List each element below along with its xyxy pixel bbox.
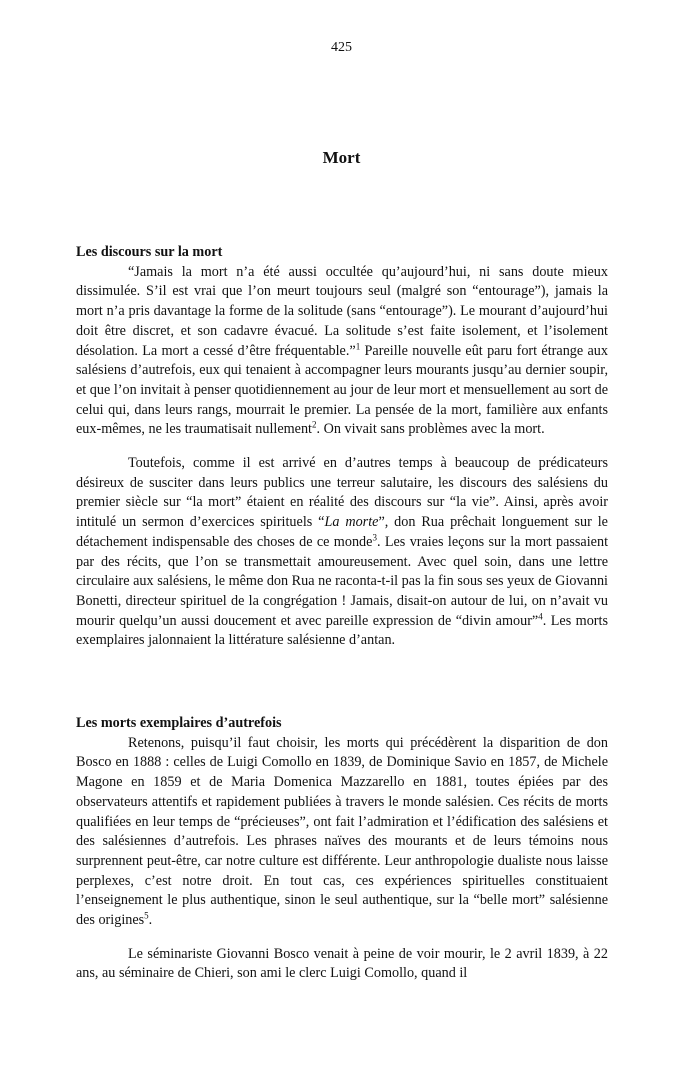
footnote-ref: 2 (312, 419, 317, 430)
footnote-ref: 3 (372, 532, 377, 543)
text-run: . (148, 912, 153, 929)
chapter-title: Mort (322, 148, 361, 167)
paragraph (76, 263, 608, 440)
text-run: Toutefois, comme il est arrivé en d’autres temps à beaucoup de prédicateurs désireux de susciter dans leurs publics une terreur salutaire, les discours des salésiens du premier siècle sur “la mort” étaient en réalité des discours sur “la vie”. Ainsi, après avoir intitulé un sermon d’exercices spirituels “ (76, 455, 608, 531)
text-run: ”, don Rua prêchait longuement sur le détachement indispensable des choses de ce monde (76, 514, 608, 550)
text-run: “Jamais la mort n’a été aussi occultée qu’aujourd’hui, ni sans doute mieux dissimulée. S’il est vrai que l’on meurt toujours seul (malgré son “entourage”), jamais la mort n’a pris davantage la forme de la solitude (sans “entourage”). Le mourant d’aujourd’hui doit être discret, et son cadavre évacué. La solitude s’est faite isolement, et l’isolement désolation. La mort a cessé d’être fréquentable.” (76, 263, 608, 359)
footnote-ref: 1 (355, 340, 361, 351)
italic-title: La morte (324, 514, 379, 531)
paragraph (76, 454, 608, 651)
text-run: Pareille nouvelle eût paru fort étrange aux salésiens d’autrefois, eux qui tenaient à accompagner leurs mourants jusqu’au dernier soupir, et que l’on invitait à penser quotidiennement au jour de leur mort et mensuellement au sort de celui qui, dans leurs rangs, mourrait le premier. La pensée de la mort, familière aux enfants eux-mêmes, ne les traumatisait nullement (76, 342, 608, 438)
section-heading: Les discours sur la mort (76, 244, 223, 260)
text-run: . On vivait sans problèmes avec la mort. (316, 421, 545, 438)
paragraph (76, 734, 608, 931)
paragraph (76, 945, 608, 984)
text-run: Le séminariste Giovanni Bosco venait à peine de voir mourir, le 2 avril 1839, à 22 ans, au séminaire de Chieri, son ami le clerc Luigi Comollo, quand il (76, 945, 608, 982)
section-discours (76, 243, 608, 651)
text-run: . Les morts exemplaires jalonnaient la littérature salésienne d’antan. (76, 612, 608, 649)
text-run: . Les vraies leçons sur la mort passaient par des récits, que l’on se transmettait amoureusement. Avec quel soin, dans une lettre circulaire aux salésiens, le même don Rua ne raconta-t-il pas la fin sous ses yeux de Giovanni Bonetti, directeur spirituel de la congrégation ! Jamais, disait-on autour de lui, on n’avait vu mourir quelqu’un aussi doucement et avec pareille expression de “divin amour” (76, 533, 609, 629)
section-heading: Les morts exemplaires d’autrefois (76, 715, 282, 731)
footnote-ref: 4 (538, 610, 543, 621)
page-number: 425 (331, 40, 352, 55)
text-run: Retenons, puisqu’il faut choisir, les morts qui précédèrent la disparition de don Bosco en 1888 : celles de Luigi Comollo en 1839, de Dominique Savio en 1857, de Michele Magone en 1859 et de Maria Domenica Mazzarello en 1881, toutes épiées par des observateurs attentifs et rapidement publiées à travers le monde salésien. Ces récits de morts qualifiées en leur temps de “précieuses”, ont fait l’admiration et l’édification des salésiens et des salésiennes d’autrefois. Les phrases naïves des mourants et de leurs témoins nous surprennent peut-être, car notre culture est différente. Leur anthropologie dualiste nous laisse perplexes, c’est notre droit. En tout cas, ces expériences spirituelles constituaient l’enseignement le plus authentique, sinon le seul authentique, sur la “belle mort” salésienne des origines (76, 734, 608, 929)
footnote-ref: 5 (144, 910, 149, 921)
section-morts-exemplaires (76, 714, 608, 984)
